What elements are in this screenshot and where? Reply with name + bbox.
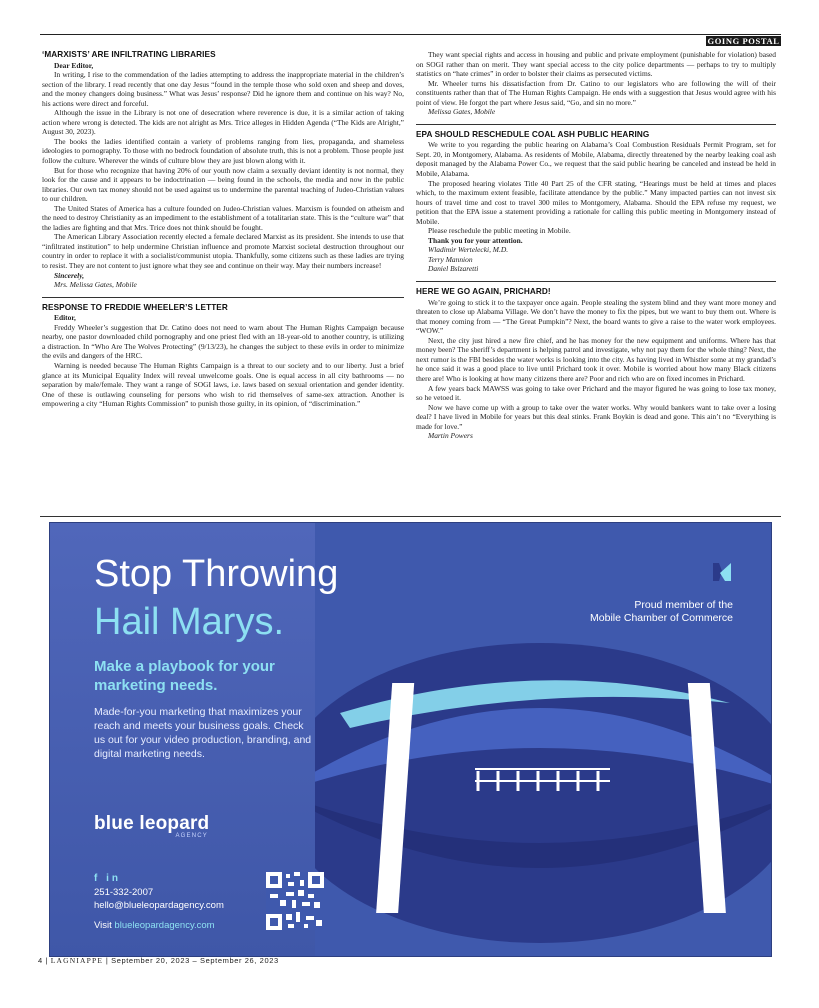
issue-dates: September 20, 2023 – September 26, 2023 [111,956,279,965]
letter-headline: EPA SHOULD RESCHEDULE COAL ASH PUBLIC HEARING [416,129,650,139]
football-graphic [300,643,772,943]
letter-paragraph: Now we have come up with a group to take over the water works. Why would bankers want to take over a losing deal? I have lived in Mobile for years but this deal stinks. Frank Boykin is dead and gone. This ain’t no “Everything is made for love.” [416,402,776,431]
ad-url[interactable]: blueleopardagency.com [114,920,215,931]
chamber-membership [590,599,733,625]
letter-signature: Martin Powers [428,431,473,441]
letter-paragraph: The American Library Association recently elected a female declared Marxist as its president. She intends to use that “infiltrated institution” to help undermine Christian influence and promote Marxist societal destruction throughout our country in order to replace it with a socialist/communist utopia. Thankfully, some citizens such as these ladies are trying to resist. They are not content to just ignore what they see and continue on their way. May their numbers increase! [42,232,404,271]
publication-name: LAGNIAPPE [50,956,104,965]
ad-visit[interactable] [94,920,215,931]
ad-logo[interactable] [94,813,244,839]
letter-signature: Daniel Bslzaretti [428,264,479,274]
logo-agency: AGENCY [175,833,208,839]
letter-headline: RESPONSE TO FREDDIE WHEELER’S LETTER [42,302,228,312]
letter-salutation: Editor, [54,313,76,323]
letter-headline: HERE WE GO AGAIN, PRICHARD! [416,287,551,297]
member-line: Proud member of the [634,599,733,611]
letter-paragraph: The books the ladies identified contain a variety of problems ranging from lies, propaganda, and shameless ideologies to pornography. To those with no bedrock foundation of absolute truth, this is not a problem. Those people just follow the culture. Wherever the winds of culture blow they are just blown along with it. [42,136,404,166]
divider [42,297,404,298]
letter-signature: Mrs. Melissa Gates, Mobile [54,280,137,290]
letter-paragraph: They want special rights and access in housing and public and private employment (punishable for violation) based on SOGI rather than on merit. They want special access to the city police departments — perhaps to try to multiply statistics on “hate crimes” in order to bolster their claims as persecuted victims. [416,50,776,79]
divider [40,516,781,517]
ad-email[interactable]: hello@blueleopardagency.com [94,900,224,911]
letter-paragraph: We’re going to stick it to the taxpayer once again. People stealing the system blind and they want more money and threaten to close up Alabama Village. We don’t have the money to fix the pipes, but we want to buy them out. Where is that money coming from — “The Great Pumpkin”? Next, the board wants to give a raise to the water work employees. “WOW.” [416,297,776,336]
page-footer: 4 | LAGNIAPPE | September 20, 2023 – September 26, 2023 [38,956,279,965]
letter-paragraph: We write to you regarding the public hearing on Alabama’s Coal Combustion Residuals Permit Program, set for Sept. 20, in Montgomery, Alabama. As residents of Mobile, Alabama, directly threatened by the nearby leaking coal ash deposit managed by the Alabama Power Co., we request that the said public hearing be canceled and instead be held in Mobile, Alabama. [416,140,776,179]
letter-signature: Wladimir Wertelecki, M.D. [428,245,509,255]
ad-body: Made-for-you marketing that maximizes your reach and meets your business goals. Check us out for your video production, branding, and digital marketing needs. [94,706,312,760]
qr-code-icon[interactable] [266,872,324,930]
letter-paragraph: Although the issue in the Library is not one of desecration where reverence is due, it is a similar action of taking action where wrong is detected. The kids are not alright as Mrs. Trice alleges in Hidden Agenda (“The Kids are Alright,” August 30, 2023). [42,108,404,137]
letter-paragraph: Next, the city just hired a new fire chief, and he has money for the new equipment and uniforms. Where has that money been? The sheriff’s department is helping patrol and investigate, why not pay them for the whole thing? Next, the next rumor is the FBI besides the water works is looking into the city. As having lived in Whistler some at my grandad’s he once said it was a good place to live until Prichard took it over. Mobile is worried about how many Black citizens there are! Who is looking at how many citizens there are? Poor and rich who are on fixed incomes in Prichard. [416,335,776,383]
letter-paragraph: Freddy Wheeler’s suggestion that Dr. Catino does not need to warn about The Human Rights Campaign because nearby, one pastor downloaded child pornography and one priest fled with an 18-year-old to another country, is utilizing a distraction. In “Who Are The Wolves Protecting” (9/13/23), he changes the subject to these evils in order to minimize the evils and dangers of the HRC. [42,322,404,361]
letter-paragraph: The United States of America has a culture founded on Judeo-Christian values. Marxism is founded on atheism and the need to destroy Christianity as an impediment to the establishment of a totalitarian state. This is the “culture war” that the ladies are fighting and that Mrs. Trice does not think should be fought. [42,203,404,232]
section-label: GOING POSTAL [707,36,780,46]
ad-headline-accent: Hail Marys. [94,601,285,643]
ad-phone[interactable]: 251-332-2007 [94,887,154,898]
letter-signature: Melissa Gates, Mobile [428,107,496,117]
agency-mark-icon [711,561,733,583]
letter-paragraph: Please reschedule the public meeting in Mobile. [428,226,571,236]
divider [416,124,776,125]
divider [416,281,776,282]
logo-name: blue leopard [94,813,210,834]
right-column [416,50,776,441]
left-column [42,50,404,409]
ad-subhead: Make a playbook for your marketing needs. [94,658,275,694]
letter-salutation: Dear Editor, [54,60,94,70]
ad-headline: Stop Throwing [94,553,339,595]
letter-paragraph: The proposed hearing violates Title 40 Part 25 of the CFR stating, “Hearings must be held at times and places which, to the maximum extent feasible, facilitate attendance by the public.” Many impacted parties can not invest six hours of travel time and cost to travel 300 miles to Montgomery, Alabama. Should the EPA refuse my request, we petition that the EPA issue a statement providing a rationale for calling this public meeting in Montgomery instead of Mobile. [416,178,776,226]
letter-paragraph: In writing, I rise to the commendation of the ladies attempting to address the inappropriate material in the children’s section of the library. I read recently that one day Jesus “found in the temple those who sold oxen and sheep and doves, and the money changers doing business.” What was Jesus’ response? Did he ignore them and continue on his way? No, his actions were direct and forceful. [42,70,404,108]
letter-closing: Sincerely, [54,270,85,280]
letter-headline: ‘MARXISTS’ ARE INFILTRATING LIBRARIES [42,50,216,59]
letter-signature: Terry Mannion [428,254,473,264]
social-icons[interactable]: f in [94,873,121,884]
visit-label: Visit [94,920,115,931]
letter-paragraph: A few years back MAWSS was going to take over Prichard and the mayor figured he was going to lose tax money, so he vetoed it. [416,383,776,403]
letter-paragraph: Mr. Wheeler turns his dissatisfaction from Dr. Catino to our legislators who are following the will of their constituents rather than that of The Human Rights Campaign. He ends with a suggestion that Jesus would agree with his point of view. He forgot the part where Jesus said, “Go, and sin no more.” [416,78,776,107]
letter-paragraph: Warning is needed because The Human Rights Campaign is a threat to our society and to our liberty. Just a brief glance at its Municipal Equality Index will reveal unwelcome goals. One is equal access in all city bathrooms — no separation by male/female. They want a range of SOGI laws, i.e. laws based on sexual orientation and gender identity. One of these is outlawing counseling for persons who wish to rid themselves of same-sex attraction. Another is empowering a city “Human Rights Commission” to punish those guilty, in its opinion, of “discrimination.” [42,360,404,409]
advertisement[interactable] [49,522,772,957]
top-rule [40,34,781,35]
letter-closing: Thank you for your attention. [428,235,523,245]
letter-paragraph: But for those who recognize that having 20% of our youth now claim a sexually deviant identity is not normal, they look for the cause and it appears to be indoctrination — being found in the schools, the media and now in the public libraries. Our own tax money should not be used against us to undermine the parental teaching of Judeo-Christian values to our children. [42,165,404,204]
page-number: 4 [38,956,43,965]
member-line: Mobile Chamber of Commerce [590,612,733,624]
